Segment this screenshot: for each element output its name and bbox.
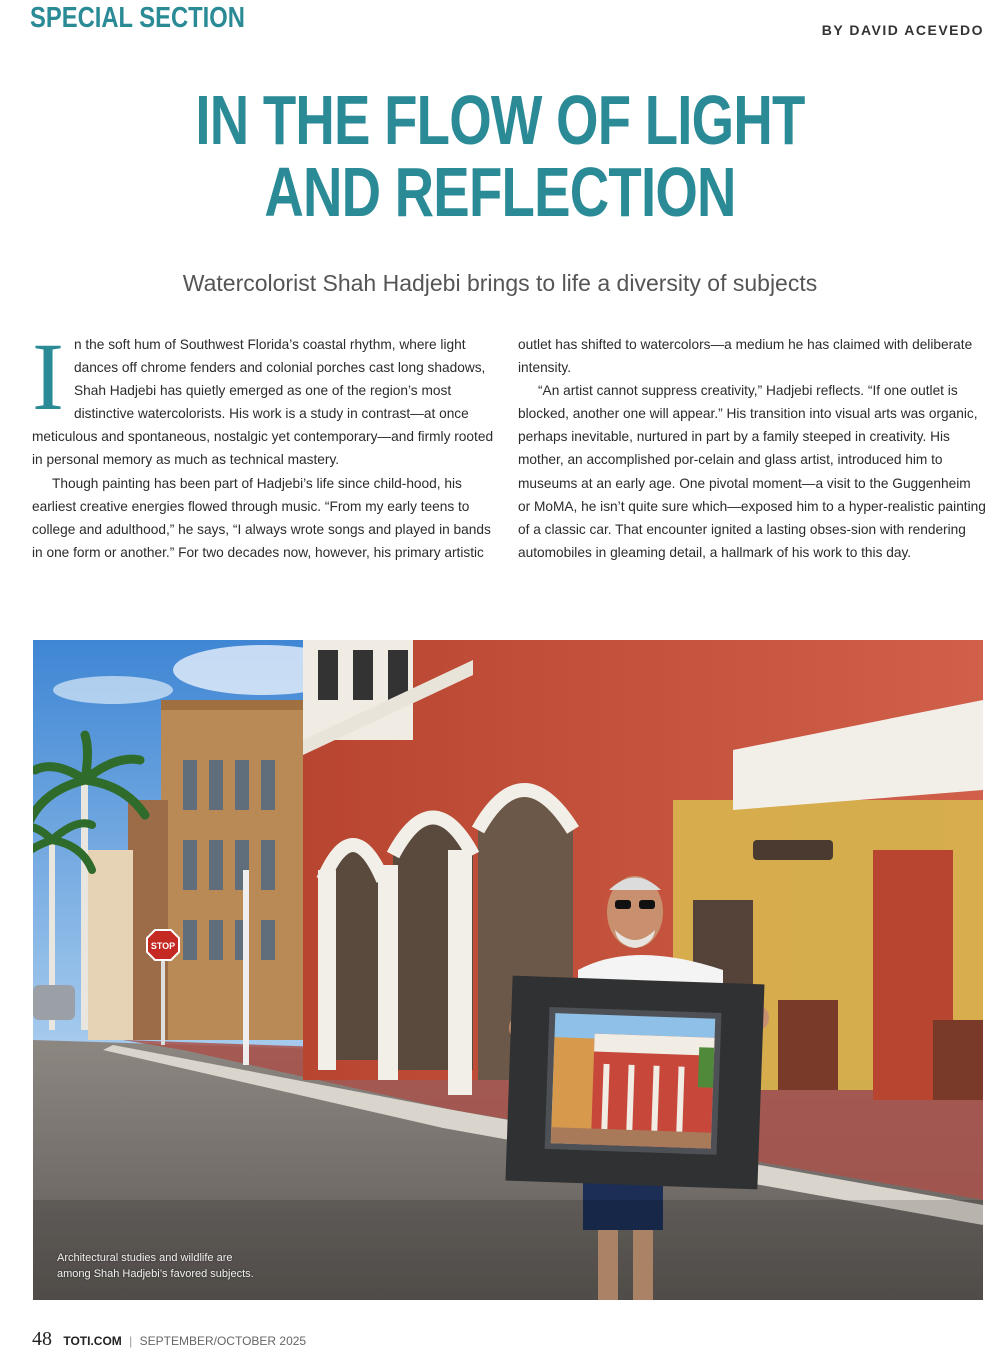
headline-line-1: IN THE FLOW OF LIGHT [195,81,805,159]
issue-date: SEPTEMBER/OCTOBER 2025 [139,1334,307,1348]
paragraph: outlet has shifted to watercolors—a medium he has claimed with deliberate intensity. [518,337,973,376]
photo-caption [57,1250,254,1282]
footer-separator: | [129,1334,133,1348]
paragraph: “An artist cannot suppress creativity,” Hadjebi reflects. “If one outlet is blocked, another one will appear.” His transition into visual arts was organic, perhaps inevitable, nurtured in part by a family steeped in creativity. His mother, an accomplished por-celain and glass artist, introduced him to museums at an early age. One pivotal moment—a visit to the Guggenheim or MoMA, he isn’t quite sure which—exposed him to a hyper-realistic painting of a classic car. That encounter ignited a lasting obses-sion with rendering automobiles in gleaming detail, a hallmark of his work to this day. [518,383,986,560]
paragraph: Though painting has been part of Hadjebi’s life since child-hood, his earliest creative energies flowed through music. “From my early teens to college and adulthood,” he says, “I always wrote songs and played in bands in one form or another.” For two decades now, however, his primary artistic [32,475,491,560]
caption-line-2: among Shah Hadjebi’s favored subjects. [57,1268,254,1280]
paragraph: n the soft hum of Southwest Florida’s coastal rhythm, where light dances off chrome fenders and colonial porches cast long shadows, Shah Hadjebi has quietly emerged as one of the region’s most distinctive watercolorists. His work is a study in contrast—at once meticulous and spontaneous, nostalgic yet contemporary—and firmly rooted in personal memory as much as technical mastery. [32,337,494,468]
page-footer [32,1328,306,1351]
article-column-left [32,323,498,564]
drop-cap: I [32,323,64,430]
article-column-right [518,333,986,564]
stop-sign-text: STOP [150,941,176,951]
caption-line-1: Architectural studies and wildlife are [57,1252,233,1264]
parked-car [33,985,75,1020]
article-headline [110,81,890,231]
framed-painting [505,976,764,1190]
byline: BY DAVID ACEVEDO [821,22,984,38]
site-name: TOTI.COM [63,1334,122,1348]
page-number: 48 [32,1328,52,1350]
article-subtitle: Watercolorist Shah Hadjebi brings to life a diversity of subjects [182,270,818,296]
street-scene-illustration [33,640,983,1300]
feature-photo [33,640,983,1300]
section-label: SPECIAL SECTION [30,2,245,34]
headline-line-2: AND REFLECTION [264,153,736,231]
